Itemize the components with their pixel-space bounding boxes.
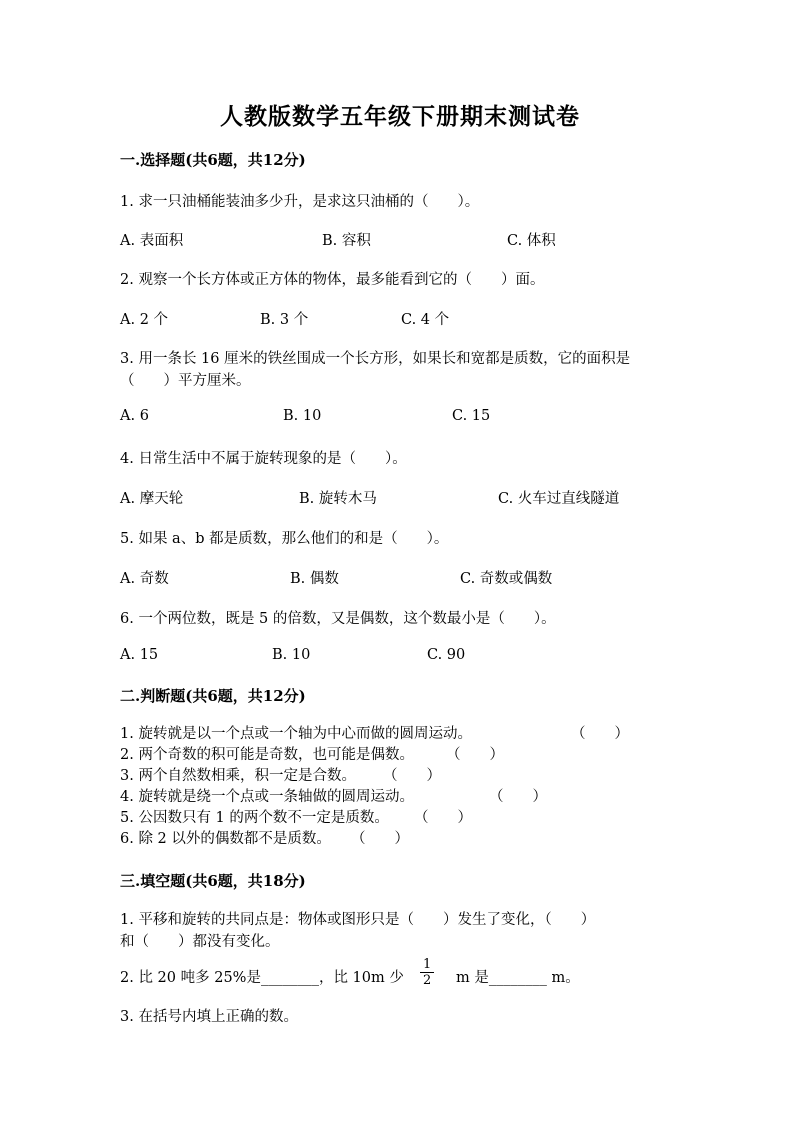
choice-question-6: 6. 一个两位数，既是 5 的倍数，又是偶数，这个数最小是（ ）。 — [120, 611, 556, 627]
choice-question-2: 2. 观察一个长方体或正方体的物体，最多能看到它的（ ）面。 — [120, 272, 545, 288]
fill-question-2-part2: m 是________ m。 — [456, 970, 580, 986]
page-title: 人教版数学五年级下册期末测试卷 — [220, 103, 580, 130]
choice-question-3-line2: （ ）平方厘米。 — [120, 373, 251, 389]
choice-q4-option-c: C. 火车过直线隧道 — [498, 491, 620, 507]
choice-question-5: 5. 如果 a、b 都是质数，那么他们的和是（ ）。 — [120, 531, 449, 547]
choice-q1-option-c: C. 体积 — [507, 233, 556, 249]
choice-q3-option-a: A. 6 — [120, 408, 149, 424]
choice-q4-option-a: A. 摩天轮 — [120, 491, 184, 507]
choice-q1-option-b: B. 容积 — [322, 233, 371, 249]
choice-q5-option-a: A. 奇数 — [120, 571, 169, 587]
fill-question-1-line1: 1. 平移和旋转的共同点是：物体或图形只是（ ）发生了变化，（ ） — [120, 912, 596, 928]
judge-item-4: 4. 旋转就是绕一个点或一条轴做的圆周运动。 — [120, 789, 414, 805]
section-heading-choice: 一.选择题(共6题，共12分) — [120, 151, 306, 169]
choice-q2-option-a: A. 2 个 — [120, 312, 169, 328]
section-heading-judge: 二.判断题(共6题，共12分) — [120, 687, 306, 705]
judge-item-1: 1. 旋转就是以一个点或一个轴为中心而做的圆周运动。 — [120, 726, 472, 742]
choice-question-4: 4. 日常生活中不属于旋转现象的是（ ）。 — [120, 451, 407, 467]
fraction-numerator: 1 — [420, 957, 434, 973]
judge-item-3: 3. 两个自然数相乘，积一定是合数。 — [120, 768, 356, 784]
judge-item-5-paren: （ ） — [414, 810, 472, 826]
choice-q5-option-c: C. 奇数或偶数 — [460, 571, 553, 587]
choice-q6-option-c: C. 90 — [427, 647, 466, 663]
choice-q3-option-b: B. 10 — [283, 408, 322, 424]
choice-q2-option-b: B. 3 个 — [260, 312, 309, 328]
fill-question-1-line2: 和（ ）都没有变化。 — [120, 934, 280, 950]
judge-item-2-paren: （ ） — [446, 747, 504, 763]
section-heading-fill: 三.填空题(共6题，共18分) — [120, 872, 306, 890]
judge-item-4-paren: （ ） — [489, 789, 547, 805]
choice-q6-option-b: B. 10 — [272, 647, 311, 663]
fill-question-3: 3. 在括号内填上正确的数。 — [120, 1009, 298, 1025]
choice-q1-option-a: A. 表面积 — [120, 233, 184, 249]
choice-q4-option-b: B. 旋转木马 — [299, 491, 377, 507]
judge-item-6-paren: （ ） — [351, 831, 409, 847]
choice-q6-option-a: A. 15 — [120, 647, 159, 663]
choice-q3-option-c: C. 15 — [452, 408, 491, 424]
choice-question-1: 1. 求一只油桶能装油多少升，是求这只油桶的（ ）。 — [120, 194, 480, 210]
judge-item-1-paren: （ ） — [571, 726, 629, 742]
choice-q5-option-b: B. 偶数 — [290, 571, 339, 587]
judge-item-6: 6. 除 2 以外的偶数都不是质数。 — [120, 831, 331, 847]
judge-item-2: 2. 两个奇数的积可能是奇数，也可能是偶数。 — [120, 747, 414, 763]
fraction-one-half — [420, 957, 434, 988]
judge-item-3-paren: （ ） — [383, 768, 441, 784]
fill-question-2-part1: 2. 比 20 吨多 25%是________，比 10m 少 — [120, 970, 404, 986]
choice-question-3-line1: 3. 用一条长 16 厘米的铁丝围成一个长方形，如果长和宽都是质数，它的面积是 — [120, 351, 631, 367]
fraction-denominator: 2 — [423, 973, 432, 988]
choice-q2-option-c: C. 4 个 — [401, 312, 450, 328]
judge-item-5: 5. 公因数只有 1 的两个数不一定是质数。 — [120, 810, 389, 826]
